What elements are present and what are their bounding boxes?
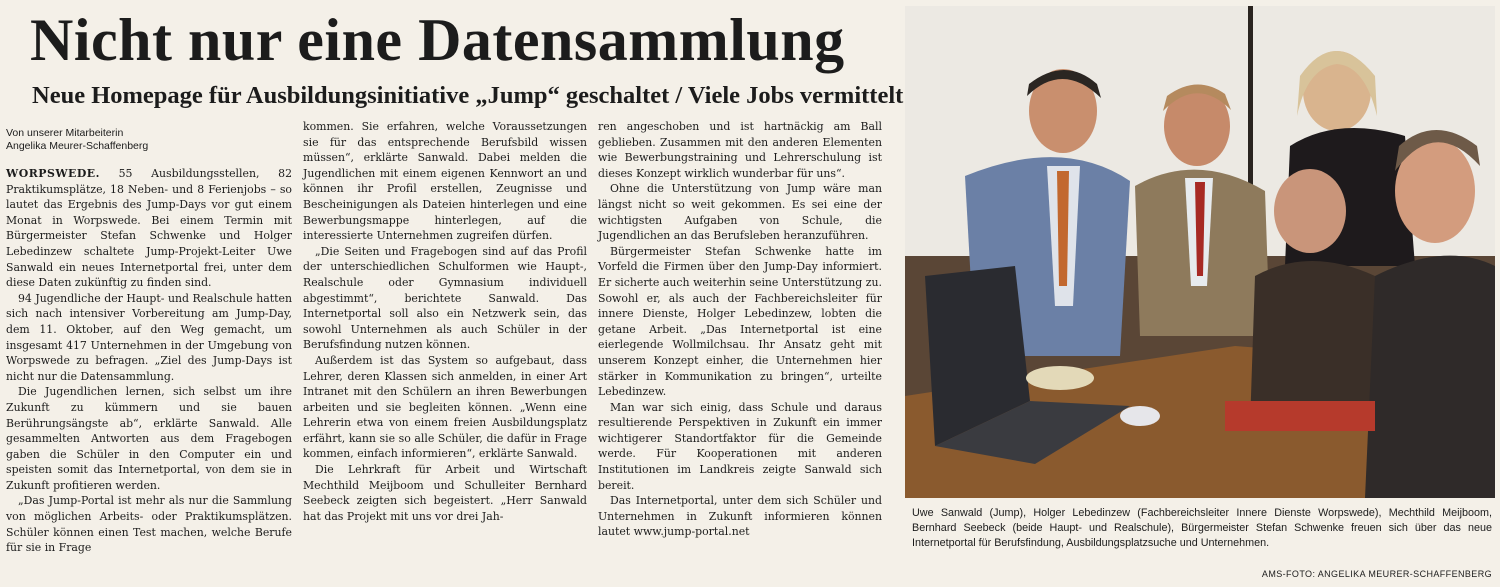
subheadline: Neue Homepage für Ausbildungsinitiative „Jump“ geschaltet / Viele Jobs vermittelt <box>32 82 904 109</box>
headline: Nicht nur eine Datensammlung <box>30 7 845 73</box>
paragraph: Man war sich einig, dass Schule und daraus resultierende Perspektiven in Zukunft ein immer wichtigerer Standortfaktor für die Gemeinde werde. Für Kooperationen mit anderen Institutionen im Landkreis zeigte Sanwald sich bereit. <box>598 400 882 492</box>
photo-person-seebeck-face <box>1274 169 1346 253</box>
paragraph <box>6 166 292 291</box>
photo-object-on-table <box>1026 366 1094 390</box>
photo-credit: AMS-FOTO: ANGELIKA MEURER-SCHAFFENBERG <box>1261 569 1492 579</box>
article-column-1 <box>6 166 292 556</box>
paragraph: „Das Jump-Portal ist mehr als nur die Sammlung von möglichen Arbeits- oder Praktikumsplätzen. Schüler können einen Test machen, welche Berufe für sie in Frage <box>6 494 292 555</box>
article-column-3 <box>598 119 882 540</box>
paragraph-text: 55 Ausbildungsstellen, 82 Praktikumsplätze, 18 Neben- und 8 Ferienjobs – so lautet das Ergebnis des Jump-Days vor gut einem Monat in Worpswede. Bei einem Termin mit Bürgermeister Stefan Schwenke und Holger Lebedinzew schaltete Jump-Projekt-Leiter Uwe Sanwald ein neues Internetportal frei, unter dem diese Daten zukünftig zu finden sind. <box>6 167 293 290</box>
photo-person-schwenke-jacket <box>1365 256 1495 498</box>
dateline: WORPSWEDE. <box>6 167 100 180</box>
paragraph: Die Lehrkraft für Arbeit und Wirtschaft Mechthild Meijboom und Schulleiter Bernhard Seebeck zeigten sich begeistert. „Herr Sanwald hat das Projekt mit uns vor drei Jah- <box>303 463 587 523</box>
paragraph: ren angeschoben und ist hartnäckig am Ball geblieben. Zusammen mit den anderen Elementen wie Bewerbungstraining und Lehrerschulung ist dieses Konzept wirklich wunderbar für uns“. <box>598 120 882 180</box>
paragraph: 94 Jugendliche der Haupt- und Realschule hatten sich nach intensiver Vorbereitung am Jump-Day, dem 11. Oktober, auf den Weg gemacht, um insgesamt 417 Unternehmen in der Umgebung von Worpswede zu befragen. „Ziel des Jump-Days ist nicht nur die Datensammlung. <box>6 291 292 383</box>
byline-author: Angelika Meurer-Schaffenberg <box>6 140 149 152</box>
photo-tie <box>1057 171 1069 286</box>
article-column-2 <box>303 119 587 524</box>
photo-caption: Uwe Sanwald (Jump), Holger Lebedinzew (Fachbereichsleiter Innere Dienste Worpswede), Mechthild Meijboom, Bernhard Seebeck (beide Haupt- und Realschule), Bürgermeister Stefan Schwenke freuen sich über das neue Internetportal für Berufsfindung, Ausbildungsplatzsuche und Unternehmen. <box>912 507 1492 550</box>
byline <box>6 127 296 153</box>
photo-illustration <box>905 6 1495 498</box>
paragraph: „Die Seiten und Fragebogen sind auf das Profil der unterschiedlichen Schulformen wie Haupt-, Realschule oder Gymnasium individuell abgestimmt“, berichtete Sanwald. Das Internetportal soll also ein Netzwerk sein, das sowohl Unternehmen als auch Schüler in der Berufsfindung nutzen können. <box>303 244 587 352</box>
paragraph: kommen. Sie erfahren, welche Voraussetzungen sie für das entsprechende Berufsbild wissen müssen“, erklärte Sanwald. Dabei melden die Jugendlichen mit einem eigenen Kennwort an und können ihr Profil erstellen, Zeugnisse und Bescheinigungen als Dateien hinterlegen und eine Bewerbungsmappe hinterlegen, auf die interessierte Unternehmen zugreifen dürfen. <box>303 120 587 243</box>
paragraph: Außerdem ist das System so aufgebaut, dass Lehrer, deren Klassen sich anmelden, in einer Art Intranet mit den Schülern an ihren Bewerbungen arbeiten und sie begleiten können. „Wenn eine Lehrerin etwa von einem freien Ausbildungsplatz erfährt, kann sie so alle Schüler, die dafür in Frage kommen, einfach informieren“, erklärte Sanwald. <box>303 353 587 461</box>
byline-intro: Von unserer Mitarbeiterin <box>6 127 124 139</box>
article-photo <box>905 6 1495 498</box>
paragraph: Die Jugendlichen lernen, sich selbst um ihre Zukunft zu kümmern und sie bauen Berührungsängste ab“, erklärte Sanwald. Alle gesammelten Antworten aus dem Fragebogen gaben die Schüler in den Computer ein und speisten somit das Internetportal, von dem sie in Zukunft profitieren werden. <box>6 385 292 492</box>
paragraph: Bürgermeister Stefan Schwenke hatte im Vorfeld die Firmen über den Jump-Day informiert. Er sicherte auch weiterhin seine Unterstützung zu. Sowohl er, als auch der Fachbereichsleiter für innere Dienste, Holger Lebedinzew, lobten die getane Arbeit. „Das Internetportal ist eine eierlegende Wollmilchsau. Ihr Ansatz geht mit unserem Konzept einher, die Unternehmen hier stärker in Kommunikation zu bringen“, urteilte Lebedinzew. <box>598 244 882 399</box>
paragraph: Ohne die Unterstützung von Jump wäre man längst nicht so weit gekommen. Es sei eine der wichtigsten Aufgaben von Schule, die Jugendlichen an das Berufsleben heranzuführen. <box>598 182 882 243</box>
paragraph: Das Internetportal, unter dem sich Schüler und Unternehmen in Zukunft informieren können lautet www.jump-portal.net <box>598 494 882 539</box>
photo-mouse <box>1120 406 1160 426</box>
photo-sleeve <box>1225 401 1375 431</box>
